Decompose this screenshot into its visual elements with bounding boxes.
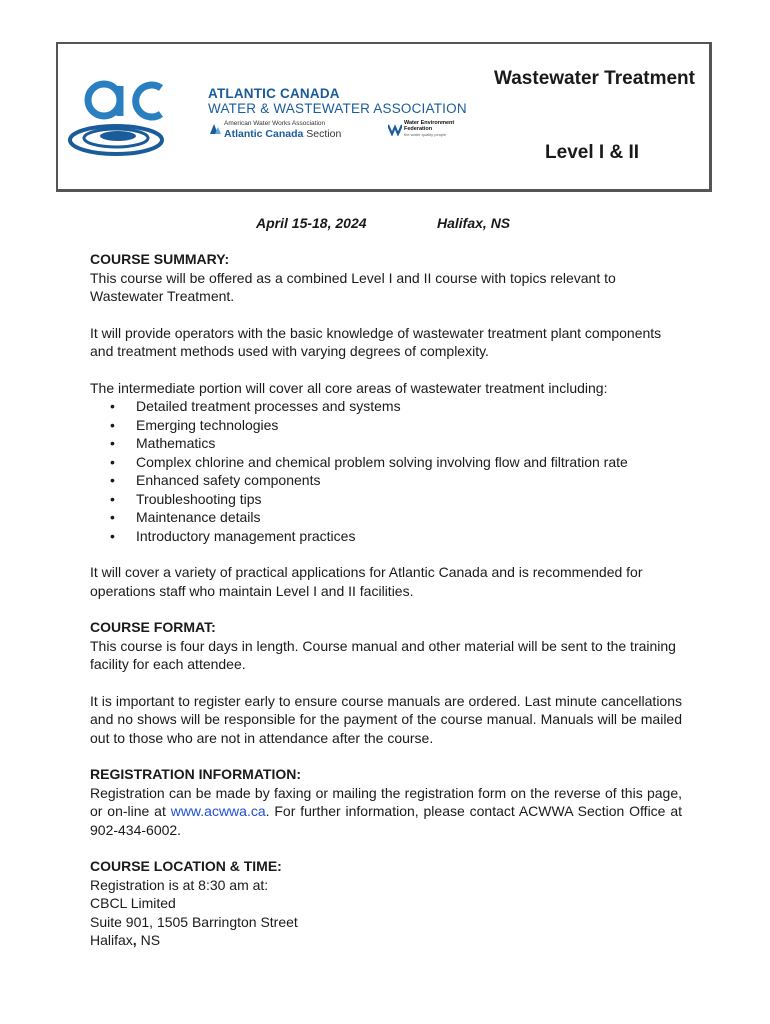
registration-text-after: . For further information, please contact ACWWA Section Office at 902-434-6002.: [90, 803, 682, 838]
location-heading: COURSE LOCATION & TIME:: [90, 858, 282, 874]
list-item: • Emerging technologies: [136, 416, 682, 435]
format-heading: COURSE FORMAT:: [90, 619, 216, 635]
venue-name: CBCL Limited: [90, 895, 176, 911]
venue-city: [90, 931, 682, 950]
wef-tagline: the water quality people: [404, 132, 447, 137]
awwa-section-word: Section: [303, 128, 342, 140]
list-item: • Troubleshooting tips: [136, 490, 682, 509]
registration-heading: REGISTRATION INFORMATION:: [90, 766, 302, 782]
summary-para-2: It will provide operators with the basic knowledge of wastewater treatment plant components and treatment methods used with varying degrees of complexity.: [90, 324, 662, 359]
wef-logo-icon: [388, 122, 402, 136]
header-box: [56, 42, 712, 192]
venue-city-comma: ,: [132, 932, 137, 948]
venue-city-name: Halifax: [90, 932, 133, 948]
summary-para-3: It will cover a variety of practical applications for Atlantic Canada and is recommended for operations staff who maintain Level I and II facilities.: [90, 564, 643, 599]
summary-para-1: This course will be offered as a combined Level I and II course with topics relevant to Wastewater Treatment.: [90, 269, 616, 304]
course-level: Level I & II: [545, 142, 639, 163]
list-item: • Complex chlorine and chemical problem solving involving flow and filtration rate: [136, 453, 682, 472]
wef-name-text: Water Environment Federation: [404, 120, 455, 132]
topics-list: [90, 397, 682, 545]
list-item: • Mathematics: [136, 434, 682, 453]
event-dates: April 15-18, 2024: [256, 215, 367, 231]
registration-time: Registration is at 8:30 am at:: [90, 876, 269, 893]
acwwa-logo: [66, 74, 166, 158]
org-name-line2: WATER & WASTEWATER ASSOCIATION: [208, 101, 467, 116]
format-para-2: It is important to register early to ensure course manuals are ordered. Last minute cancellations and no shows will be responsible for the payment of the course manual. Manuals will be mailed out to those who are not in attendance after the course.: [90, 692, 682, 746]
course-title: Wastewater Treatment: [494, 68, 695, 89]
list-item: • Detailed treatment processes and systems: [136, 397, 682, 416]
awwa-logo-icon: [210, 122, 222, 134]
awwa-section-name: Atlantic Canada: [224, 128, 304, 140]
website-link[interactable]: www.acwwa.ca: [170, 803, 266, 819]
org-name-line1: ATLANTIC CANADA: [208, 86, 340, 101]
list-item: • Maintenance details: [136, 508, 682, 527]
format-para-1: This course is four days in length. Course manual and other material will be sent to the training facility for each attendee.: [90, 637, 676, 672]
event-location: Halifax, NS: [437, 215, 511, 231]
venue-address: Suite 901, 1505 Barrington Street: [90, 913, 298, 930]
summary-intro: The intermediate portion will cover all core areas of wastewater treatment including:: [90, 379, 608, 396]
awwa-label: American Water Works Association: [224, 120, 326, 127]
summary-heading: COURSE SUMMARY:: [90, 251, 230, 267]
wef-name: [404, 120, 464, 138]
venue-province: NS: [136, 932, 161, 948]
registration-text: [90, 784, 682, 840]
list-item: • Introductory management practices: [136, 527, 682, 546]
course-content: [90, 250, 682, 950]
awwa-section: [224, 128, 341, 140]
registration-text-before: Registration can be made by faxing or mailing the registration form on the reverse of this page, or on-line at: [90, 784, 682, 819]
list-item: • Enhanced safety components: [136, 471, 682, 490]
